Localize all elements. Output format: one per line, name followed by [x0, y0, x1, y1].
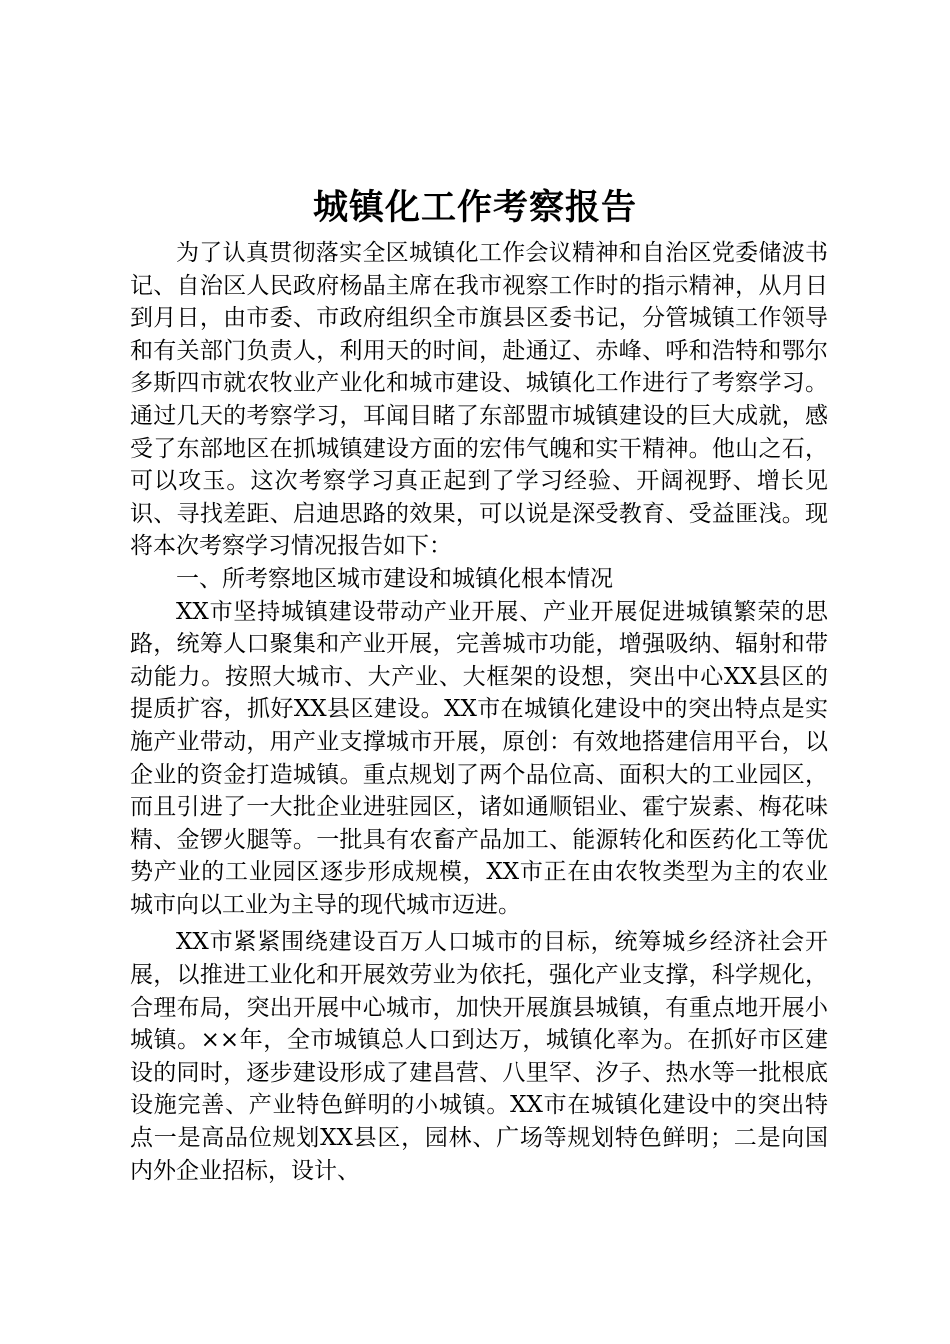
paragraph-city-two: XX市紧紧围绕建设百万人口城市的目标，统筹城乡经济社会开展，以推进工业化和开展效劳业为依托，强化产业支撑，科学规化，合理布局，突出开展中心城市，加快开展旗县城镇，有重点地开展小城镇。××年，全市城镇总人口到达万，城镇化率为。在抓好市区建设的同时，逐步建设形成了建昌营、八里罕、汐子、热水等一批根底设施完善、产业特色鲜明的小城镇。XX市在城镇化建设中的突出特点一是高品位规划XX县区，园林、广场等规划特色鲜明；二是向国内外企业招标，设计、: [130, 929, 828, 1184]
document-title: 城镇化工作考察报告: [312, 187, 637, 228]
paragraph-intro: 为了认真贯彻落实全区城镇化工作会议精神和自治区党委储波书记、自治区人民政府杨晶主席在我市视察工作时的指示精神，从月日到月日，由市委、市政府组织全市旗县区委书记，分管城镇工作领导和有关部门负责人，利用天的时间，赴通辽、赤峰、呼和浩特和鄂尔多斯四市就农牧业产业化和城市建设、城镇化工作进行了考察学习。通过几天的考察学习，耳闻目睹了东部盟市城镇建设的巨大成就，感受了东部地区在抓城镇建设方面的宏伟气魄和实干精神。他山之石，可以攻玉。这次考察学习真正起到了学习经验、开阔视野、增长见识、寻找差距、启迪思路的效果，可以说是深受教育、受益匪浅。现将本次考察学习情况报告如下：: [130, 240, 828, 560]
section-heading: 一、所考察地区城市建设和城镇化根本情况: [176, 565, 613, 592]
paragraph-city-one: XX市坚持城镇建设带动产业开展、产业开展促进城镇繁荣的思路，统筹人口聚集和产业开展，完善城市功能，增强吸纳、辐射和带动能力。按照大城市、大产业、大框架的设想，突出中心XX县区的提质扩容，抓好XX县区建设。XX市在城镇化建设中的突出特点是实施产业带动，用产业支撑城市开展，原创：有效地搭建信用平台，以企业的资金打造城镇。重点规划了两个品位高、面积大的工业园区，而且引进了一大批企业进驻园区，诸如通顺铝业、霍宁炭素、梅花味精、金锣火腿等。一批具有农畜产品加工、能源转化和医药化工等优势产业的工业园区逐步形成规模，XX市正在由农牧类型为主的农业城市向以工业为主导的现代城市迈进。: [130, 598, 828, 918]
document-body: [130, 237, 828, 1187]
